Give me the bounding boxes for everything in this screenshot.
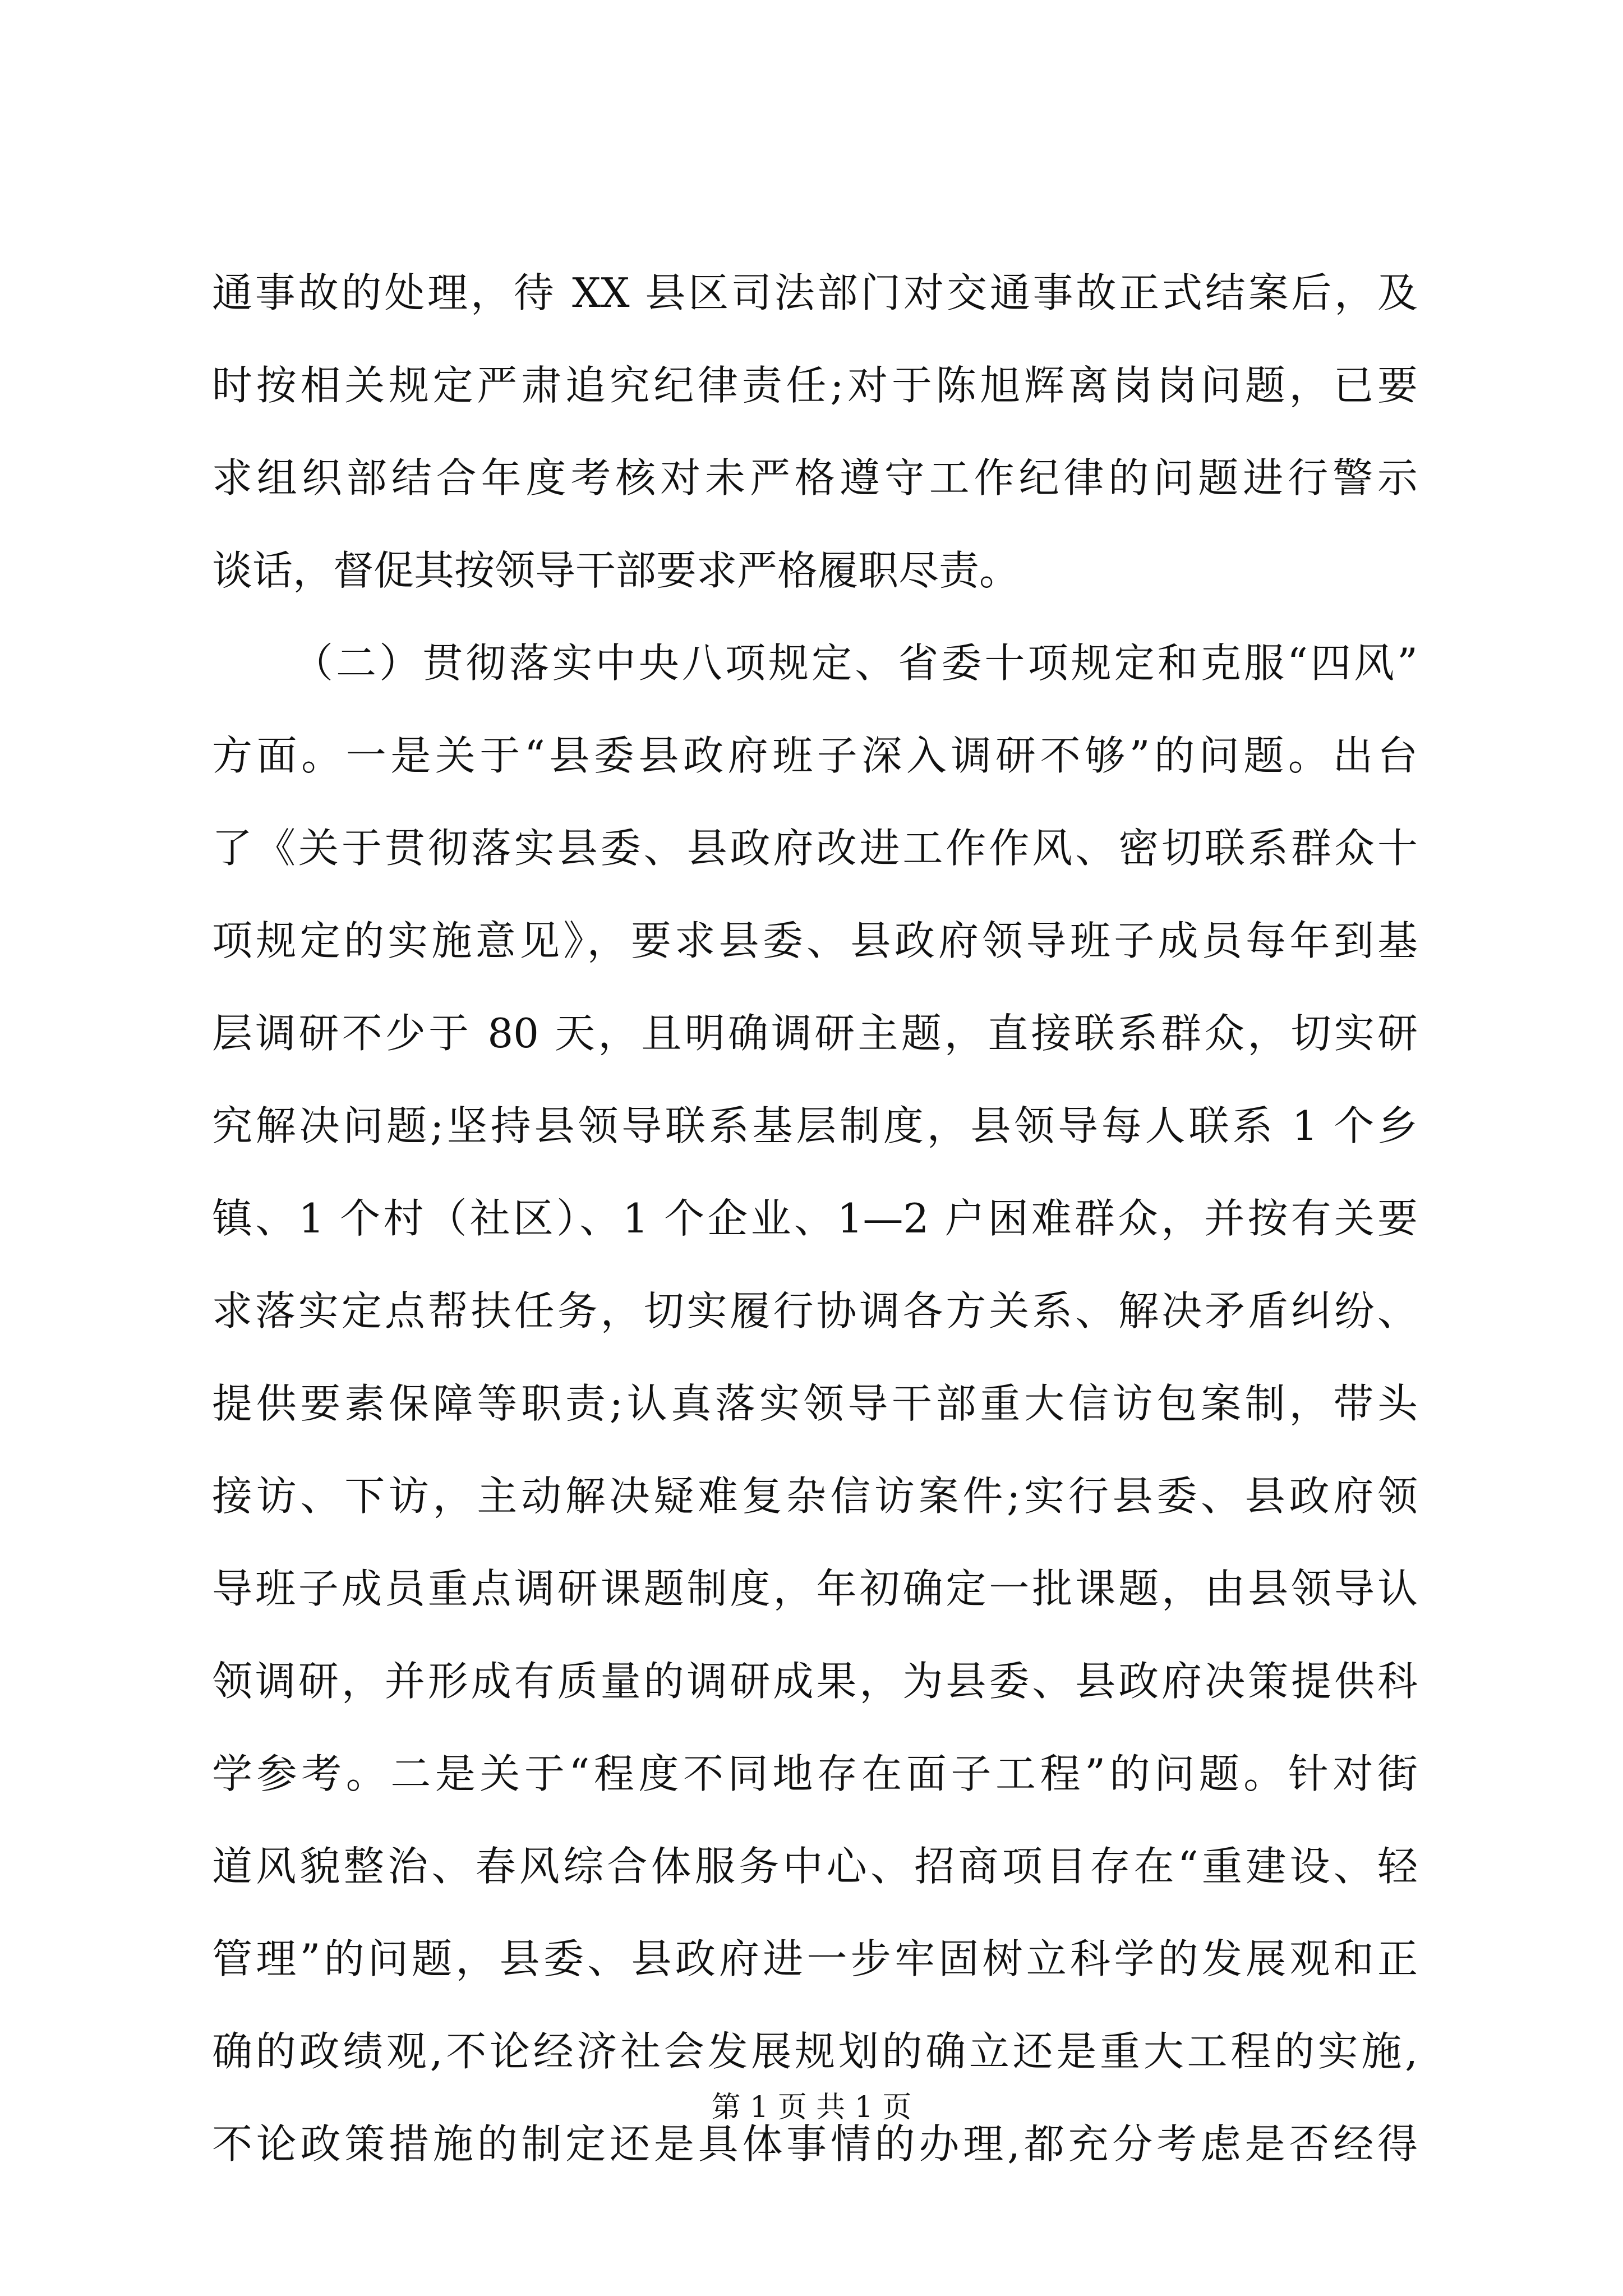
line-text: 确的政绩观,不论经济社会发展规划的确立还是重大工程的实施, (212, 2028, 1418, 2075)
text-line (212, 339, 1418, 432)
text-line (212, 1265, 1418, 1358)
line-text: 导班子成员重点调研课题制度，年初确定一批课题，由县领导认 (212, 1565, 1418, 1612)
paragraph-1 (212, 247, 1418, 617)
line-text: 究解决问题;坚持县领导联系基层制度，县领导每人联系 1 个乡 (212, 1102, 1418, 1149)
text-line (212, 1080, 1418, 1172)
text-line (212, 432, 1418, 524)
line-text: 求落实定点帮扶任务，切实履行协调各方关系、解决矛盾纠纷、 (212, 1287, 1418, 1335)
text-line (212, 1358, 1418, 1450)
text-line (212, 802, 1418, 895)
page-footer (0, 2088, 1623, 2127)
text-line (212, 2005, 1418, 2098)
text-line (212, 1543, 1418, 1635)
text-line (212, 1635, 1418, 1728)
line-text: 提供要素保障等职责;认真落实领导干部重大信访包案制，带头 (212, 1380, 1418, 1427)
text-line (212, 1172, 1418, 1265)
line-text: 方面。一是关于“县委县政府班子深入调研不够”的问题。出台 (212, 732, 1418, 779)
line-text: 求组织部结合年度考核对未严格遵守工作纪律的问题进行警示 (212, 454, 1418, 501)
line-text: 镇、1 个村（社区）、1 个企业、1—2 户困难群众，并按有关要 (212, 1195, 1418, 1242)
text-line (212, 617, 1418, 710)
line-text: 接访、下访，主动解决疑难复杂信访案件;实行县委、县政府领 (212, 1473, 1418, 1520)
line-text: 谈话，督促其按领导干部要求严格履职尽责。 (212, 547, 1020, 594)
text-line (212, 1820, 1418, 1913)
text-line (212, 1913, 1418, 2005)
line-text: 管理”的问题，县委、县政府进一步牢固树立科学的发展观和正 (212, 1935, 1418, 1982)
text-line (212, 710, 1418, 802)
text-line (212, 247, 1418, 339)
line-text: 道风貌整治、春风综合体服务中心、招商项目存在“重建设、轻 (212, 1843, 1418, 1890)
text-line (212, 987, 1418, 1080)
line-text: 项规定的实施意见》，要求县委、县政府领导班子成员每年到基 (212, 917, 1418, 964)
line-text: 领调研，并形成有质量的调研成果，为县委、县政府决策提供科 (212, 1658, 1418, 1705)
page-number-label: 第 1 页 共 1 页 (711, 2091, 912, 2124)
paragraph-2 (212, 617, 1418, 2191)
line-text: 不论政策措施的制定还是具体事情的办理,都充分考虑是否经得 (212, 2120, 1418, 2168)
text-line (212, 1450, 1418, 1543)
line-text: （二）贯彻落实中央八项规定、省委十项规定和克服“四风” (293, 639, 1418, 687)
line-text: 层调研不少于 80 天，且明确调研主题，直接联系群众，切实研 (212, 1010, 1418, 1057)
text-line (212, 1728, 1418, 1820)
line-text: 了《关于贯彻落实县委、县政府改进工作作风、密切联系群众十 (212, 825, 1418, 872)
line-text: 时按相关规定严肃追究纪律责任;对于陈旭辉离岗岗问题，已要 (212, 362, 1418, 409)
line-text: 学参考。二是关于“程度不同地存在面子工程”的问题。针对街 (212, 1750, 1418, 1797)
text-line (212, 895, 1418, 987)
line-text: 通事故的处理，待 XX 县区司法部门对交通事故正式结案后，及 (212, 269, 1418, 316)
body-text (212, 247, 1418, 2191)
text-line (212, 524, 1418, 617)
